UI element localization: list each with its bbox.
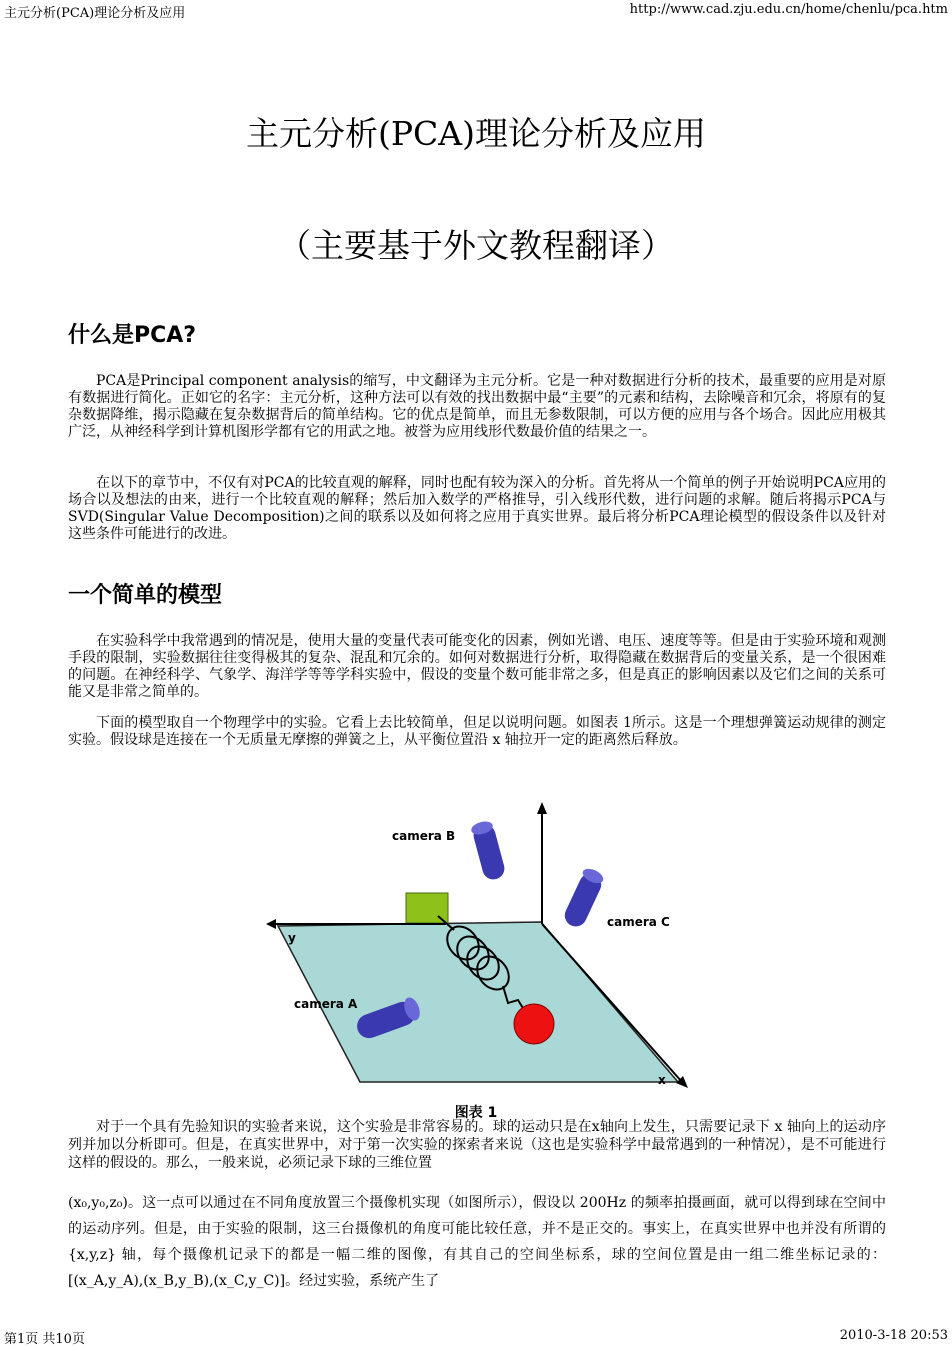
paragraph: 在实验科学中我常遇到的情况是，使用大量的变量代表可能变化的因素，例如光谱、电压、速度等等。但是由于实验环境和观测手段的限制，实验数据往往变得极其的复杂、混乱和冗余的。如何对数据进行分析，取得隐藏在数据背后的变量关系，是一个很困难的问题。在神经科学、气象学、海洋学等等学科实验中，假设的变量个数可能非常之多，但是真正的影响因素以及它们之间的关系可能又是非常之简单的。 bbox=[68, 633, 886, 700]
camera-c bbox=[561, 866, 605, 930]
camera-a-label: camera A bbox=[294, 997, 358, 1011]
camera-c-label: camera C bbox=[607, 915, 670, 929]
x-axis-label: x bbox=[658, 1073, 666, 1087]
section-heading-simple-model: 一个简单的模型 bbox=[68, 583, 223, 608]
y-axis-label: y bbox=[288, 931, 296, 945]
camera-b bbox=[470, 819, 507, 882]
figure-caption: 图表 1 bbox=[454, 1105, 498, 1121]
header-url: http://www.cad.zju.edu.cn/home/chenlu/pca.htm bbox=[629, 2, 948, 17]
page-subtitle: （主要基于外文教程翻译） bbox=[278, 226, 674, 265]
header-title: 主元分析(PCA)理论分析及应用 bbox=[4, 6, 186, 21]
paragraph: 下面的模型取自一个物理学中的实验。它看上去比较简单，但足以说明问题。如图表 1所示。这是一个理想弹簧运动规律的测定实验。假设球是连接在一个无质量无摩擦的弹簧之上，从平衡位置沿 x 轴拉开一定的距离然后释放。 bbox=[68, 715, 886, 748]
camera-b-label: camera B bbox=[392, 829, 456, 843]
page-title: 主元分析(PCA)理论分析及应用 bbox=[245, 114, 707, 153]
section-heading-what-is-pca: 什么是PCA? bbox=[68, 323, 197, 348]
spring-experiment-figure bbox=[258, 798, 698, 1098]
y-axis-arrow bbox=[266, 919, 276, 929]
paragraph: PCA是Principal component analysis的缩写，中文翻译为主元分析。它是一种对数据进行分析的技术，最重要的应用是对原有数据进行简化。正如它的名字：主元分析，这种方法可以有效的找出数据中最“主要”的元素和结构，去除噪音和冗余，将原有的复杂数据降维，揭示隐藏在复杂数据背后的简单结构。它的优点是简单，而且无参数限制，可以方便的应用与各个场合。因此应用极其广泛，从神经科学到计算机图形学都有它的用武之地。被誉为应用线形代数最价值的结果之一。 bbox=[68, 373, 886, 440]
z-axis-arrow bbox=[537, 802, 547, 814]
print-timestamp: 2010-3-18 20:53 bbox=[839, 1328, 948, 1343]
ball bbox=[514, 1004, 554, 1044]
page-number: 第1页 共10页 bbox=[4, 1332, 85, 1347]
paragraph: (x₀,y₀,z₀)。这一点可以通过在不同角度放置三个摄像机实现（如图所示），假设以 200Hz 的频率拍摄画面，就可以得到球在空间中的运动序列。但是，由于实验的限制，这三台摄像机的角度可能比较任意，并不是正交的。事实上，在真实世界中也并没有所谓的 {x,y,z} 轴，每个摄像机记录下的都是一幅二维的图像，有其自己的空间坐标系，球的空间位置是由一组二维坐标记录的：[(x_A,y_A),(x_B,y_B),(x_C,y_C)]。经过实验，系统产生了 bbox=[68, 1195, 886, 1289]
paragraph: 在以下的章节中，不仅有对PCA的比较直观的解释，同时也配有较为深入的分析。首先将从一个简单的例子开始说明PCA应用的场合以及想法的由来，进行一个比较直观的解释；然后加入数学的严格推导，引入线形代数，进行问题的求解。随后将揭示PCA与SVD(Singular Value Decomposition)之间的联系以及如何将之应用于真实世界。最后将分析PCA理论模型的假设条件以及针对这些条件可能进行的改进。 bbox=[68, 475, 886, 542]
paragraph: 对于一个具有先验知识的实验者来说，这个实验是非常容易的。球的运动只是在x轴向上发生，只需要记录下 x 轴向上的运动序列并加以分析即可。但是，在真实世界中，对于第一次实验的探索者来说（这也是实验科学中最常遇到的一种情况），是不可能进行这样的假设的。那么，一般来说，必须记录下球的三维位置 bbox=[68, 1119, 886, 1171]
